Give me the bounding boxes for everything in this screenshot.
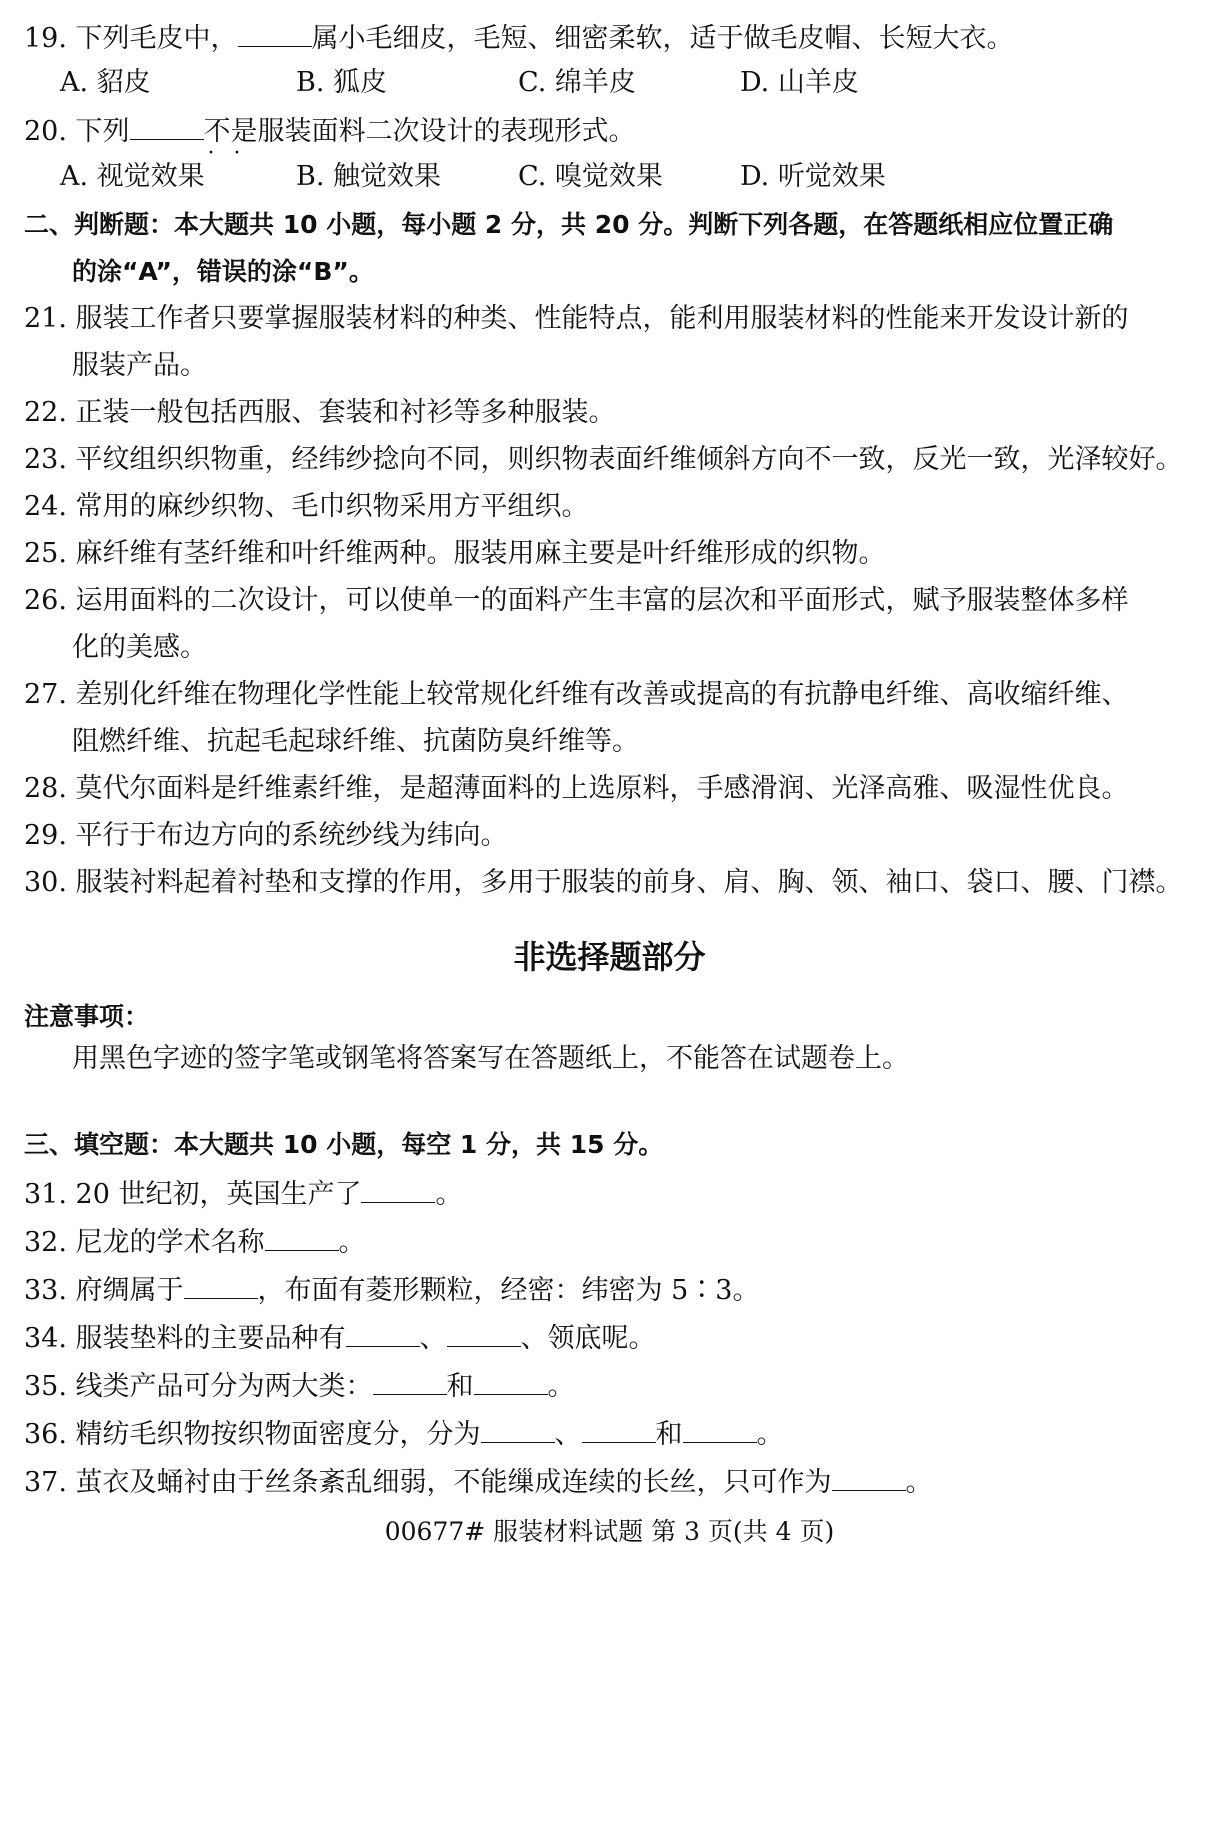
question-text: 37. 茧衣及蛹衬由于丝条紊乱细弱，不能缫成连续的长丝，只可作为: [24, 1467, 832, 1498]
question-31: [0, 1176, 462, 1212]
question-32: [0, 1224, 366, 1260]
option-b: B. 狐皮: [296, 67, 388, 98]
answer-blank: [238, 20, 312, 47]
notice-label: 注意事项：: [24, 1002, 150, 1031]
answer-blank: [373, 1368, 447, 1395]
answer-blank: [361, 1176, 435, 1203]
question-text: 。: [756, 1419, 784, 1450]
option-c: C. 嗅觉效果: [518, 161, 663, 192]
question-25: 25. 麻纤维有茎纤维和叶纤维两种。服装用麻主要是叶纤维形成的织物。: [24, 538, 886, 569]
option-b: B. 触觉效果: [296, 161, 442, 192]
question-24: 24. 常用的麻纱织物、毛巾织物采用方平组织。: [24, 491, 589, 522]
question-26: 26. 运用面料的二次设计，可以使单一的面料产生丰富的层次和平面形式，赋予服装整体多样: [24, 585, 1129, 616]
question-text: 。: [905, 1467, 933, 1498]
option-d: D. 听觉效果: [740, 161, 886, 192]
answer-blank: [265, 1224, 339, 1251]
answer-blank: [184, 1272, 258, 1299]
question-text: 32. 尼龙的学术名称: [24, 1227, 265, 1258]
question-21-cont: 服装产品。: [72, 350, 207, 381]
question-23: 23. 平纹组织织物重，经纬纱捻向不同，则织物表面纤维倾斜方向不一致，反光一致，光泽较好。: [24, 444, 1183, 475]
option-c: C. 绵羊皮: [518, 67, 636, 98]
question-29: 29. 平行于布边方向的系统纱线为纬向。: [24, 820, 508, 851]
question-19: [0, 20, 1014, 56]
question-text: 、: [554, 1419, 582, 1450]
question-text: 。: [435, 1179, 463, 1210]
option-a: A. 视觉效果: [60, 161, 205, 192]
question-35: [0, 1368, 575, 1404]
options-20: [0, 160, 1219, 194]
answer-blank: [447, 1320, 521, 1347]
question-20: [0, 113, 636, 149]
question-27: 27. 差别化纤维在物理化学性能上较常规化纤维有改善或提高的有抗静电纤维、高收缩纤维、: [24, 679, 1129, 710]
answer-blank: [346, 1320, 420, 1347]
question-text: 33. 府绸属于: [24, 1275, 184, 1306]
question-text: 和: [655, 1419, 683, 1450]
answer-blank: [481, 1416, 555, 1443]
answer-blank: [130, 113, 204, 140]
question-36: [0, 1416, 784, 1452]
question-34: [0, 1320, 656, 1356]
notice-text: 用黑色字迹的签字笔或钢笔将答案写在答题纸上，不能答在试题卷上。: [72, 1043, 909, 1074]
question-37: [0, 1464, 933, 1500]
question-26-cont: 化的美感。: [72, 632, 207, 663]
question-text: 20. 下列: [24, 116, 130, 147]
question-text: 。: [338, 1227, 366, 1258]
section-2-header: 二、判断题：本大题共 10 小题，每小题 2 分，共 20 分。判断下列各题，在答题纸相应位置正确: [24, 210, 1114, 239]
option-a: A. 貂皮: [60, 67, 151, 98]
question-text: 、: [419, 1323, 447, 1354]
answer-blank: [474, 1368, 548, 1395]
question-30: 30. 服装衬料起着衬垫和支撑的作用，多用于服装的前身、肩、胸、领、袖口、袋口、腰、门襟。: [24, 867, 1183, 898]
question-text: 35. 线类产品可分为两大类：: [24, 1371, 373, 1402]
question-28: 28. 莫代尔面料是纤维素纤维，是超薄面料的上选原料，手感滑润、光泽高雅、吸湿性优良。: [24, 773, 1129, 804]
answer-blank: [683, 1416, 757, 1443]
question-text: 服装面料二次设计的表现形式。: [257, 116, 636, 147]
question-text: 和: [446, 1371, 474, 1402]
question-text: 。: [547, 1371, 575, 1402]
emphasis-text: 不是 · ·: [204, 115, 258, 149]
question-text: 、领底呢。: [520, 1323, 656, 1354]
section-title: 非选择题部分: [513, 938, 706, 976]
question-text: 31. 20 世纪初，英国生产了: [24, 1179, 362, 1210]
question-text: ，布面有菱形颗粒，经密：纬密为 5∶3。: [257, 1275, 760, 1306]
question-text: 34. 服装垫料的主要品种有: [24, 1323, 346, 1354]
question-33: [0, 1272, 759, 1308]
question-22: 22. 正装一般包括西服、套装和衬衫等多种服装。: [24, 397, 616, 428]
options-19: [0, 66, 1219, 100]
option-d: D. 山羊皮: [740, 67, 859, 98]
question-27-cont: 阻燃纤维、抗起毛起球纤维、抗菌防臭纤维等。: [72, 726, 639, 757]
question-21: 21. 服装工作者只要掌握服装材料的种类、性能特点，能利用服装材料的性能来开发设计新的: [24, 303, 1129, 334]
question-text: 36. 精纺毛织物按织物面密度分，分为: [24, 1419, 481, 1450]
question-text: 属小毛细皮，毛短、细密柔软，适于做毛皮帽、长短大衣。: [311, 23, 1014, 54]
answer-blank: [832, 1464, 906, 1491]
section-3-header: 三、填空题：本大题共 10 小题，每空 1 分，共 15 分。: [24, 1130, 664, 1159]
section-2-header-cont: 的涂“A”，错误的涂“B”。: [72, 257, 374, 286]
answer-blank: [582, 1416, 656, 1443]
question-text: 19. 下列毛皮中，: [24, 23, 238, 54]
page-footer: 00677# 服装材料试题 第 3 页(共 4 页): [384, 1517, 835, 1546]
